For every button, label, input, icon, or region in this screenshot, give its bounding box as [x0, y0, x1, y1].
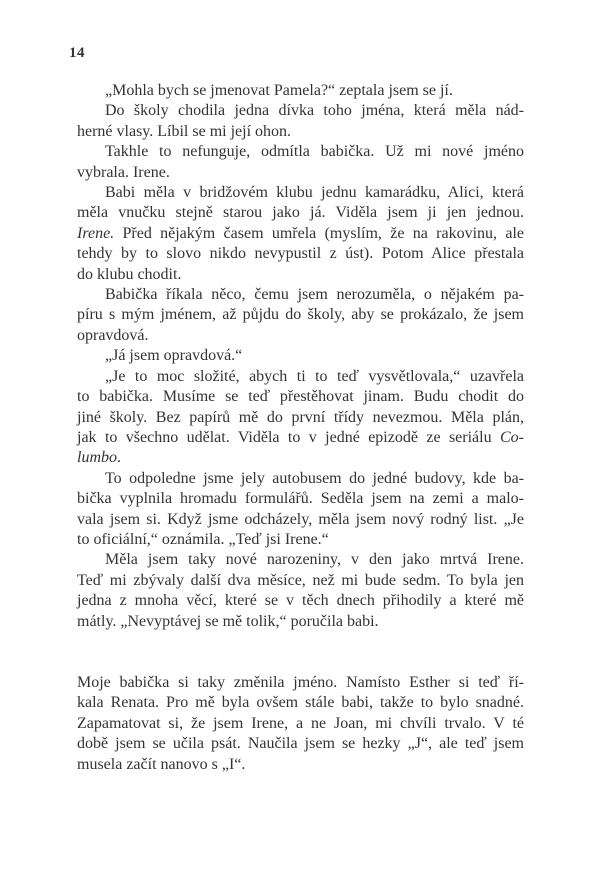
paragraph: [77, 101, 524, 142]
paragraph: [77, 673, 524, 775]
text-line: to oficiální,“ oznámila. „Teď jsi Irene.“: [77, 530, 329, 548]
text-line: opravdová.: [77, 326, 149, 344]
text-line: „Já jsem opravdová.“: [105, 347, 243, 365]
text-line: Babička říkala něco, čemu jsem nerozuměla, o nějakém pa-: [105, 286, 524, 304]
text-block: [77, 81, 524, 775]
text-line: tehdy by to slovo nikdo nevypustil z úst). Potom Alice přestala: [77, 245, 524, 263]
text-line: jedna z mnoha věcí, které se v těch dnech přihodily a které mě: [77, 592, 524, 610]
paragraph: [77, 81, 524, 101]
text-line: mátly. „Nevyptávej se mě tolik,“ poručila babi.: [77, 612, 379, 630]
text-line: době jsem se učila psát. Naučila jsem se hezky „J“, ale teď jsem: [77, 735, 524, 753]
text-line: „Mohla bych se jmenovat Pamela?“ zeptala jsem se jí.: [105, 82, 453, 99]
text-line: do klubu chodit.: [77, 265, 182, 283]
text-line: Zapamatovat si, že jsem Irene, a ne Joan, mi chvíli trvalo. V té: [77, 714, 524, 732]
text-line: Teď mi zbývaly další dva měsíce, než mi bude sedm. To byla jen: [77, 571, 524, 589]
text-line: Měla jsem taky nové narozeniny, v den jako mrtvá Irene.: [105, 551, 524, 569]
text-line: musela začít nanovo s „I“.: [77, 755, 246, 773]
page-number: 14: [69, 45, 85, 61]
text-line: to babička. Musíme se teď přestěhovat jinam. Budu chodit do: [77, 388, 524, 406]
paragraph: [77, 183, 524, 285]
paragraph: [77, 469, 524, 551]
text-line: Babi měla v bridžovém klubu jednu kamarádku, Alici, která: [105, 184, 524, 202]
text-line: vybrala. Irene.: [77, 163, 170, 181]
text-line: herné vlasy. Líbil se mi její ohon.: [77, 122, 292, 140]
text-line: jak to všechno udělat. Viděla to v jedné epizodě ze seriálu Co-: [77, 428, 524, 446]
text-line: Takhle to nefunguje, odmítla babička. Už mi nové jméno: [105, 143, 524, 161]
paragraph: [77, 142, 524, 183]
text-line: Moje babička si taky změnila jméno. Namísto Esther si teď ří-: [77, 673, 524, 691]
paragraph: [77, 285, 524, 346]
text-line: lumbo.: [77, 449, 121, 467]
text-line: Irene. Před nějakým časem umřela (myslím, že na rakovinu, ale: [77, 224, 524, 242]
text-line: vala jsem si. Když jsme odcházely, měla jsem nový rodný list. „Je: [77, 510, 524, 528]
text-line: kala Renata. Pro mě byla ovšem stále babi, takže to bylo snadné.: [77, 694, 524, 712]
text-line: jiné školy. Bez papírů mě do první třídy nevezmou. Měla plán,: [77, 408, 524, 426]
text-line: bička vyplnila hromadu formulářů. Seděla jsem na zemi a malo-: [77, 490, 524, 508]
paragraph: [77, 367, 524, 469]
text-line: píru s mým jménem, až půjdu do školy, aby se prokázalo, že jsem: [77, 306, 524, 324]
paragraph: [77, 550, 524, 632]
text-line: „Je to moc složité, abych ti to teď vysvětlovala,“ uzavřela: [105, 367, 524, 385]
paragraph: [77, 346, 524, 366]
text-line: měla vnučku stejně starou jako já. Viděla jsem ji jen jednou.: [77, 204, 524, 222]
text-line: To odpoledne jsme jely autobusem do jedné budovy, kde ba-: [105, 469, 524, 487]
text-line: Do školy chodila jedna dívka toho jména, která měla nád-: [105, 102, 524, 120]
